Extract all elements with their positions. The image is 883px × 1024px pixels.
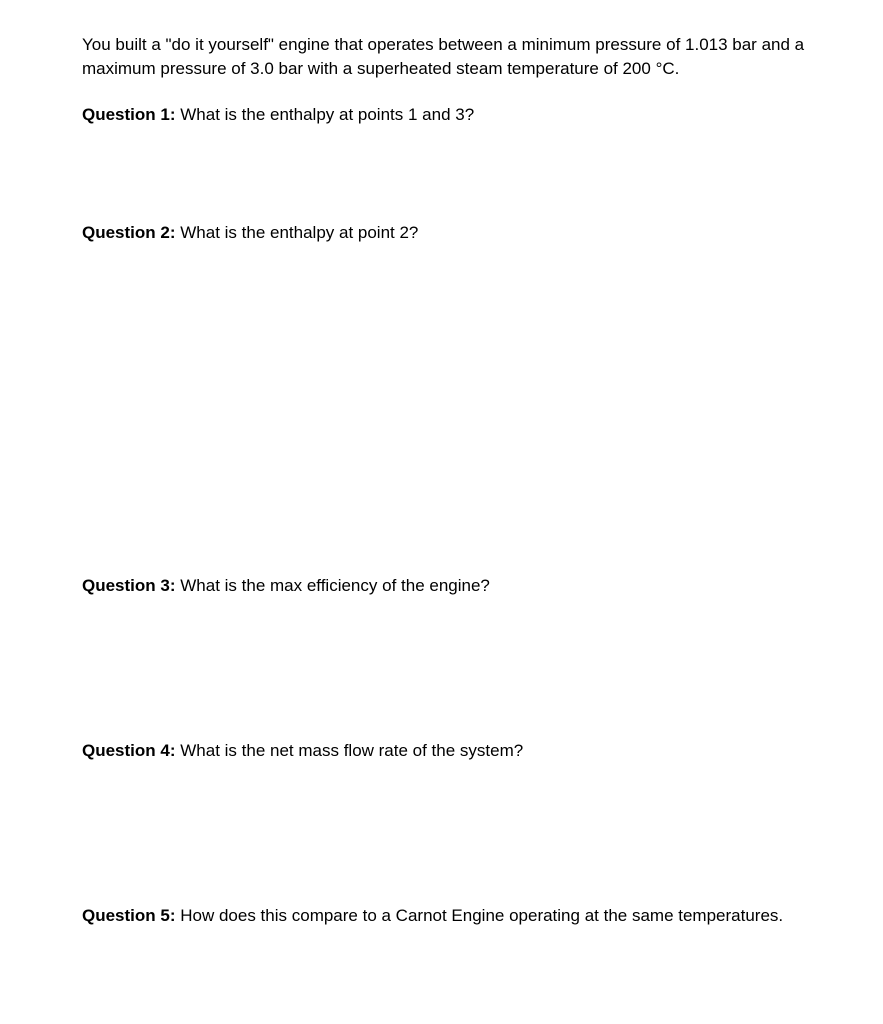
question-4-label: Question 4: xyxy=(82,741,176,760)
question-3-label: Question 3: xyxy=(82,576,176,595)
question-1 xyxy=(82,103,852,127)
question-1-text: What is the enthalpy at points 1 and 3? xyxy=(175,105,475,124)
question-2-label: Question 2: xyxy=(82,223,176,242)
question-2-text: What is the enthalpy at point 2? xyxy=(175,223,419,242)
problem-statement: You built a "do it yourself" engine that operates between a minimum pressure of 1.013 bar and a maximum pressure of 3.0 bar with a superheated steam temperature of 200 °C. xyxy=(82,35,805,78)
question-1-label: Question 1: xyxy=(82,105,176,124)
question-3 xyxy=(82,574,852,598)
question-5 xyxy=(82,904,852,928)
question-5-label: Question 5: xyxy=(82,906,176,925)
question-3-text: What is the max efficiency of the engine? xyxy=(175,576,490,595)
question-5-text: How does this compare to a Carnot Engine operating at the same temperatures. xyxy=(175,906,784,925)
question-4-text: What is the net mass flow rate of the system? xyxy=(175,741,524,760)
question-2 xyxy=(82,221,852,245)
question-4 xyxy=(82,739,852,763)
